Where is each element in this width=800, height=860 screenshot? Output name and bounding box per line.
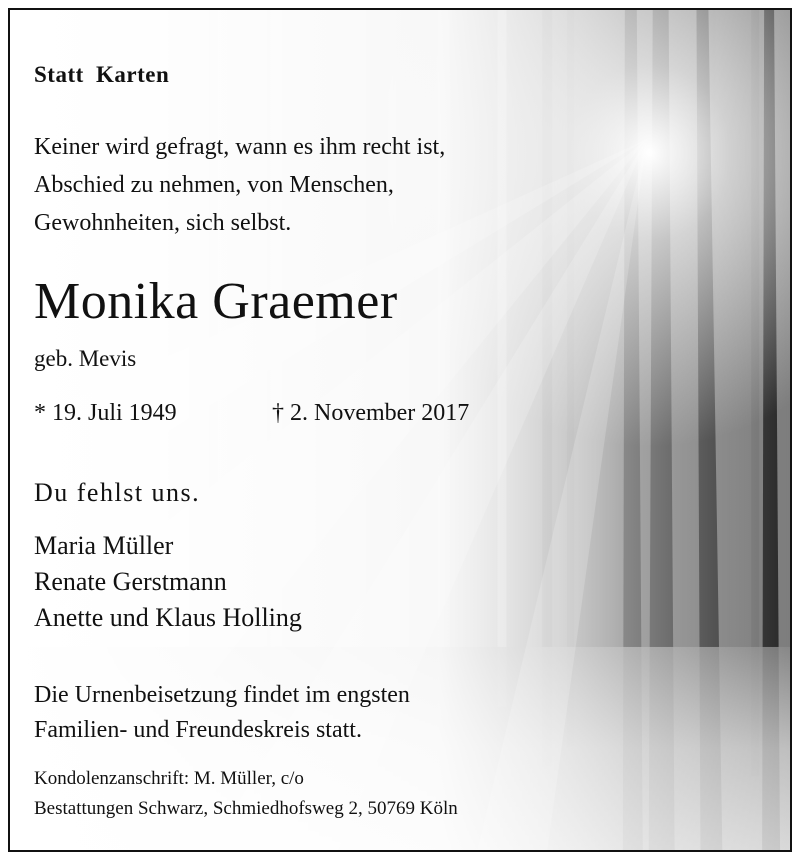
memorial-message: Du fehlst uns. — [34, 478, 201, 507]
life-dates — [34, 400, 470, 427]
contact-line: Bestattungen Schwarz, Schmiedhofsweg 2, 50769 Köln — [34, 798, 458, 819]
birth-date: * 19. Juli 1949 — [34, 400, 177, 426]
deceased-name: Monika Graemer — [34, 273, 398, 330]
burial-notice — [34, 678, 410, 748]
burial-line: Familien- und Freundeskreis statt. — [34, 717, 362, 743]
condolence-address — [34, 764, 458, 824]
statt-karten-heading: Statt Karten — [34, 62, 170, 87]
death-date: † 2. November 2017 — [272, 400, 470, 426]
mourners-list — [34, 528, 302, 636]
obituary-card — [8, 8, 792, 852]
mourner-name: Renate Gerstmann — [34, 567, 227, 596]
quote-line: Gewohnheiten, sich selbst. — [34, 210, 292, 236]
burial-line: Die Urnenbeisetzung findet im engsten — [34, 682, 410, 708]
quote-line: Keiner wird gefragt, wann es ihm recht ist, — [34, 134, 446, 160]
mourner-name: Anette und Klaus Holling — [34, 603, 302, 632]
contact-line: Kondolenzanschrift: M. Müller, c/o — [34, 768, 304, 789]
maiden-name: geb. Mevis — [34, 346, 137, 371]
mourner-name: Maria Müller — [34, 531, 174, 560]
farewell-quote — [34, 128, 445, 242]
quote-line: Abschied zu nehmen, von Menschen, — [34, 172, 394, 198]
